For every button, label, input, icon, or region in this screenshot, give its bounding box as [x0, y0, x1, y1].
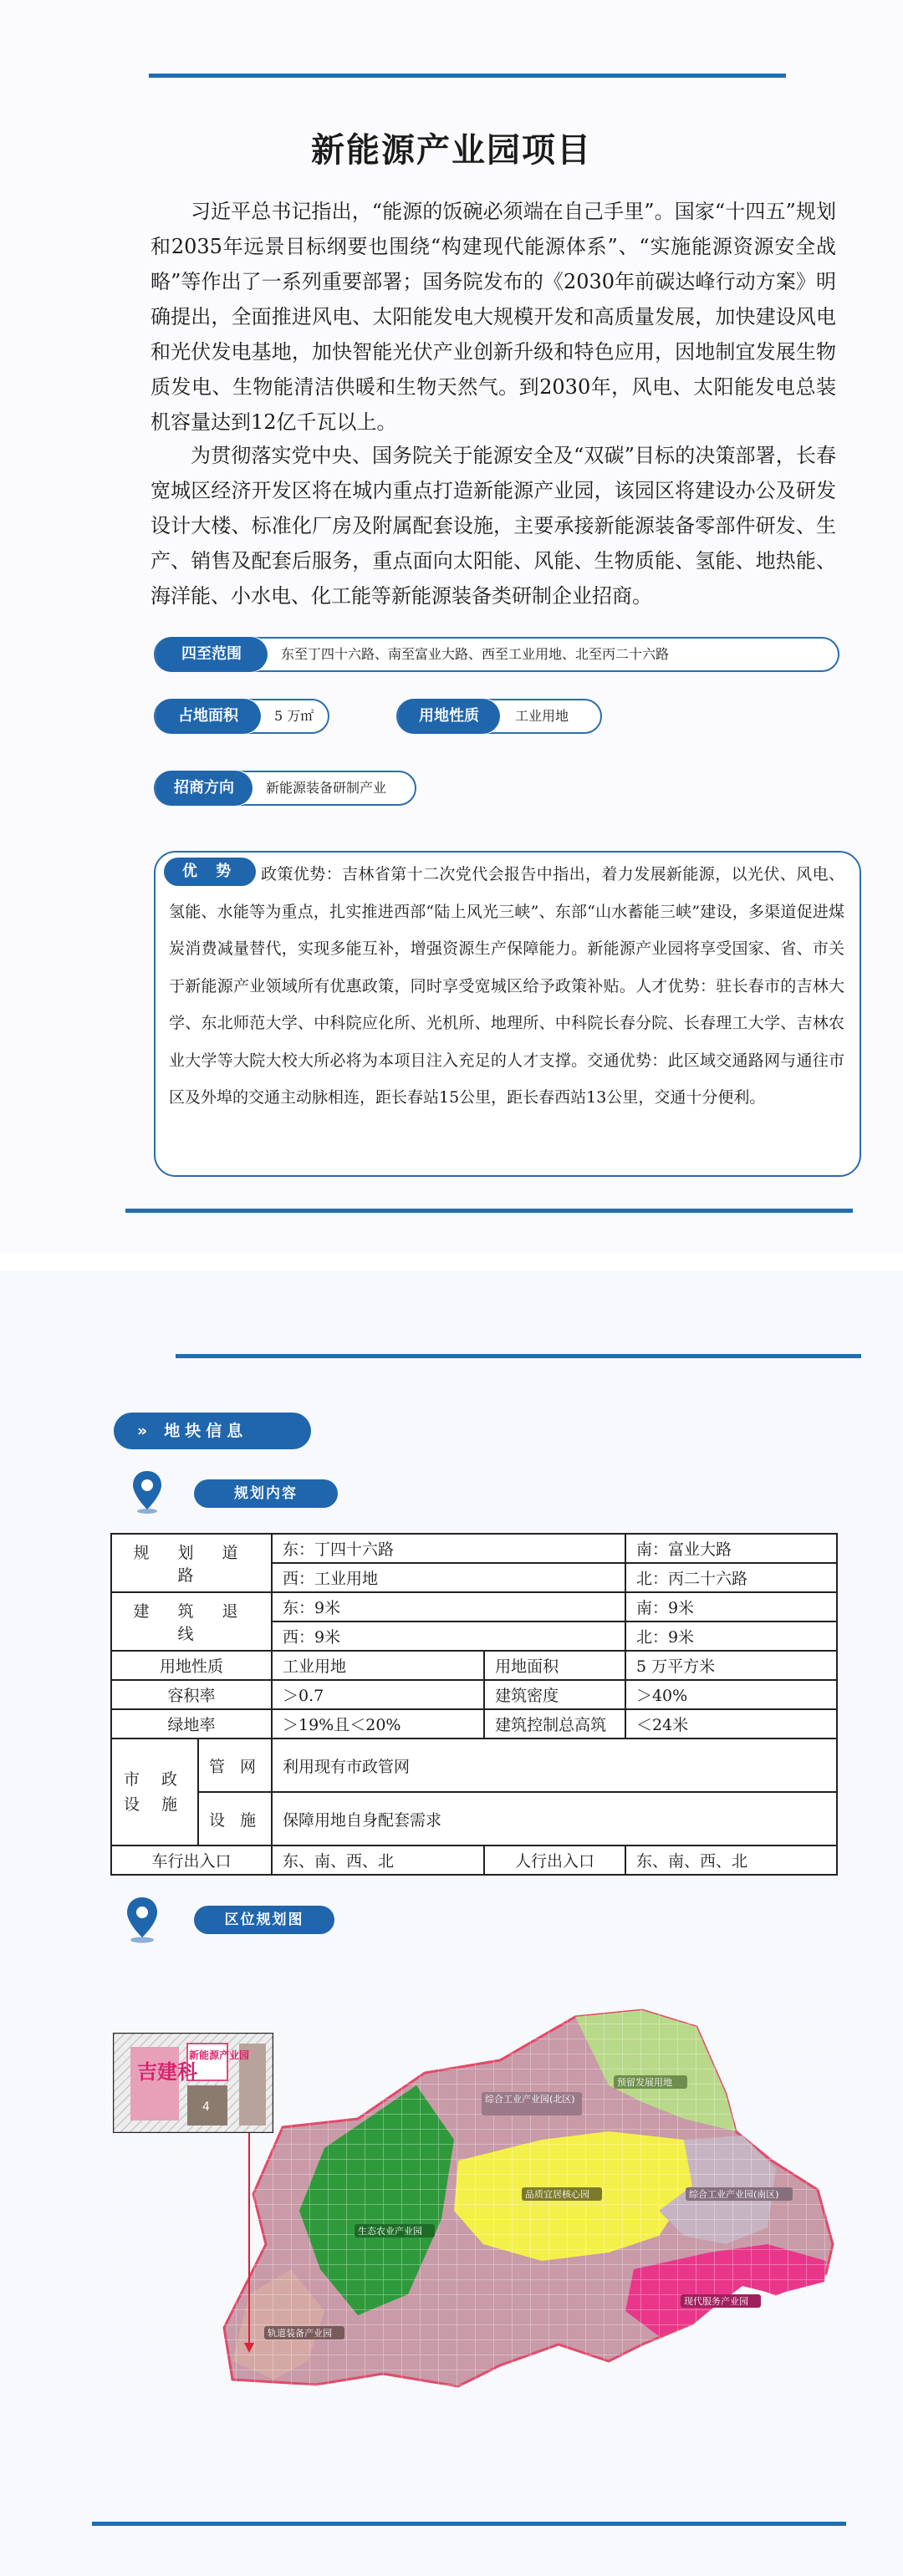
far-value-cell: ＞0.7: [272, 1680, 484, 1709]
area-label: 占地面积: [156, 699, 261, 734]
road-east-cell: 东：丁四十六路: [272, 1534, 625, 1563]
direction-pill: [154, 771, 416, 806]
pedestrian-value-cell: 东、南、西、北: [625, 1845, 837, 1875]
pipe-label-cell: 管 网: [198, 1739, 272, 1792]
road-label-cell: 规 划 道 路: [111, 1534, 272, 1592]
scope-label: 四至范围: [156, 637, 268, 672]
table-row: [111, 1739, 837, 1792]
direction-value: 新能源装备研制产业: [266, 780, 387, 796]
double-chevron-icon: »: [137, 1422, 148, 1440]
bld-north-cell: 北：9米: [625, 1621, 837, 1651]
green-value-cell: ＞19%且＜20%: [272, 1709, 484, 1739]
section-title: 地块信息: [164, 1422, 248, 1440]
page2-top-rule: [176, 1354, 861, 1358]
zone-label-reserved: 预留发展用地: [617, 2077, 672, 2088]
page-gap: [0, 1254, 903, 1270]
direction-label: 招商方向: [156, 771, 253, 806]
municipal-label-cell: 市 政 设 施: [111, 1739, 198, 1845]
bld-east-cell: 东：9米: [272, 1592, 625, 1621]
page-one: [0, 0, 903, 1254]
height-value-cell: ＜24米: [625, 1709, 837, 1739]
table-row: [111, 1792, 837, 1845]
inset-label-park: 新能源产业园: [189, 2049, 250, 2061]
advantage-box: [154, 851, 861, 1177]
planning-header: 规划内容: [194, 1479, 338, 1508]
advantage-label: 优 势: [164, 858, 256, 886]
planning-table: [110, 1533, 838, 1876]
location-map: [107, 1993, 843, 2395]
area-value-cell: 5 万平方米: [625, 1651, 837, 1680]
facility-value-cell: 保障用地自身配套需求: [272, 1792, 837, 1845]
landuse-label: 用地性质: [398, 699, 500, 734]
landuse-pill: [396, 699, 602, 734]
table-row: [111, 1709, 837, 1739]
table-row: [111, 1680, 837, 1709]
inset-label-number: 4: [202, 2100, 210, 2114]
inset-label-jijianke: 吉建科: [137, 2060, 197, 2084]
page-title: 新能源产业园项目: [311, 131, 592, 170]
facility-label-cell: 设 施: [198, 1792, 272, 1845]
pedestrian-label-cell: 人行出入口: [484, 1845, 625, 1875]
table-row: [111, 1845, 837, 1875]
vehicle-label-cell: 车行出入口: [111, 1845, 272, 1875]
advantage-text: 政策优势：吉林省第十二次党代会报告中指出，着力发展新能源，以光伏、风电、氢能、水能等为重点，扎实推进西部“陆上风光三峡”、东部“山水蓄能三峡”建设，多渠道促进煤炭消费减量替代，实现多能互补，增强资源生产保障能力。新能源产业园将享受国家、省、市关于新能源产业领域所有优惠政策，同时享受宽城区给予政策补贴。人才优势：驻长春市的吉林大学、东北师范大学、中科院应化所、光机所、地理所、中科院长春分院、长春理工大学、吉林农业大学等大院大校大所必将为本项目注入充足的人才支撑。交通优势：此区域交通路网与通往市区及外埠的交通主动脉相连，距长春站15公里，距长春西站13公里，交通十分便利。: [169, 865, 844, 1107]
plan-paragraph: 为贯彻落实党中央、国务院关于能源安全及“双碳”目标的决策部署，长春宽城区经济开发区将在城内重点打造新能源产业园，该园区将建设办公及研发设计大楼、标准化厂房及附属配套设施，主要承接新能源装备零部件研发、生产、销售及配套后服务，重点面向太阳能、风能、生物质能、氢能、地热能、海洋能、小水电、化工能等新能源装备类研制企业招商。: [150, 444, 836, 608]
zoning-map: [107, 1993, 843, 2395]
top-rule: [149, 74, 786, 78]
section-header: [114, 1413, 311, 1449]
height-label-cell: 建筑控制总高筑: [484, 1709, 625, 1739]
green-label-cell: 绿地率: [111, 1709, 272, 1739]
map-pin-icon: [124, 1896, 161, 1944]
bld-west-cell: 西：9米: [272, 1621, 625, 1651]
road-north-cell: 北：丙二十六路: [625, 1563, 837, 1592]
zone-label-eco: 生态农业产业园: [358, 2226, 422, 2237]
road-south-cell: 南：富业大路: [625, 1534, 837, 1563]
area-value: 5 万㎡: [274, 708, 314, 724]
area-pill: [154, 699, 329, 734]
intro-paragraph: 习近平总书记指出，“能源的饭碗必须端在自己手里”。国家“十四五”规划和2035年远景目标纲要也围绕“构建现代能源体系”、“实施能源资源安全战略”等作出了一系列重要部署；国务院发布的《2030年前碳达峰行动方案》明确提出，全面推进风电、太阳能发电大规模开发和高质量发展，加快建设风电和光伏发电基地，加快智能光伏产业创新升级和特色应用，因地制宜发展生物质发电、生物能清洁供暖和生物天然气。到2030年，风电、太阳能发电总装机容量达到12亿千瓦以上。: [150, 200, 836, 434]
zone-label-rail: 轨道装备产业园: [268, 2328, 332, 2339]
zone-label-south-industrial: 综合工业产业园(南区): [689, 2189, 779, 2200]
location-header: 区位规划图: [194, 1906, 334, 1934]
bottom-rule: [125, 1209, 853, 1213]
landuse-label-cell: 用地性质: [111, 1651, 272, 1680]
landuse-value: 工业用地: [515, 708, 569, 724]
table-row: [111, 1534, 837, 1563]
area-label-cell: 用地面积: [484, 1651, 625, 1680]
density-label-cell: 建筑密度: [484, 1680, 625, 1709]
zone-label-north-industrial: 综合工业产业园(北区): [485, 2094, 575, 2105]
zone-label-core: 品质宜居核心园: [525, 2189, 589, 2200]
location-pin-icon: [130, 1469, 164, 1515]
table-row: [111, 1592, 837, 1621]
vehicle-value-cell: 东、南、西、北: [272, 1845, 484, 1875]
page2-bottom-rule: [92, 2522, 846, 2526]
far-label-cell: 容积率: [111, 1680, 272, 1709]
density-value-cell: ＞40%: [625, 1680, 837, 1709]
scope-value: 东至丁四十六路、南至富业大路、西至工业用地、北至丙二十六路: [281, 646, 670, 662]
zone-label-service: 现代服务产业园: [684, 2296, 748, 2307]
landuse-value-cell: 工业用地: [272, 1651, 484, 1680]
bld-south-cell: 南：9米: [625, 1592, 837, 1621]
pipe-value-cell: 利用现有市政管网: [272, 1739, 837, 1792]
table-row: [111, 1651, 837, 1680]
scope-pill: [154, 637, 839, 672]
building-label-cell: 建 筑 退 线: [111, 1592, 272, 1651]
road-west-cell: 西：工业用地: [272, 1563, 625, 1592]
